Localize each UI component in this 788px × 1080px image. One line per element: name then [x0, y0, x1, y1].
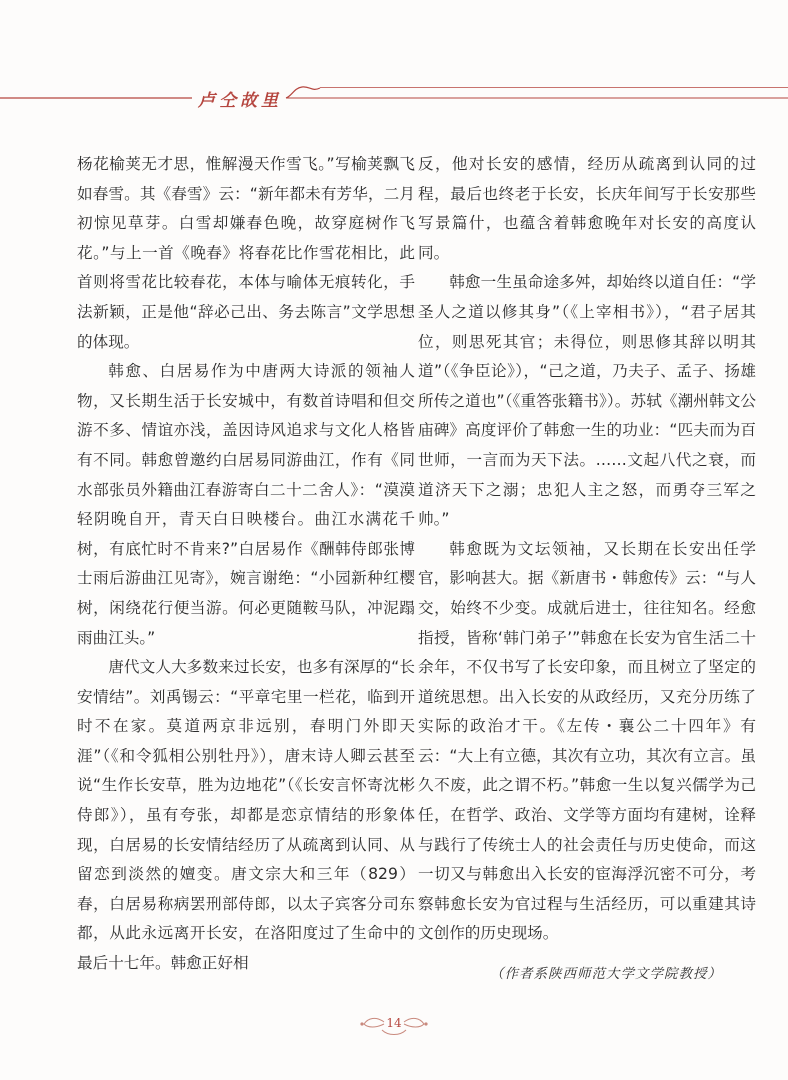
left-paragraph-3: 唐代文人大多数来过长安，也多有深厚的“长安情结”。刘禹锡云：“平章宅里一栏花，临到开时不在家。莫道两京非远别，春明门外即天涯”（《和令狐相公别牡丹》），唐末诗人卿云甚至说“生作长安草，胜为边地花”（《长安言怀寄沈彬侍郎》），虽有夸张，却都是恋京情结的形象体现，白居易的长安情结经历了从疏离到认同、从留恋到淡然的嬗变。唐文宗大和三年（829）春，白居易称病罢刑部侍郎，以太子宾客分司东都，从此永远离开长安，在洛阳度过了生命中的最后十七年。韩愈正好相: [77, 658, 415, 973]
author-note: （作者系陕西师范大学文学院教授）: [490, 966, 722, 982]
left-column: [77, 150, 415, 979]
right-paragraph-2: 韩愈一生虽命途多舛，却始终以道自任：“学圣人之道以修其身”（《上宰相书》），“君子居其位，则思死其官；未得位，则思修其辞以明其道”（《争臣论》），“己之道，乃夫子、孟子、扬雄所传之道也”（《重答张籍书》）。苏轼《潮州韩文公庙碑》高度评价了韩愈一生的功业：“匹夫而为百世师，一言而为天下法。……文起八代之衰，而道济天下之溺；忠犯人主之怒，而勇夺三军之帅。”: [418, 273, 756, 529]
right-paragraph-1: 反，他对长安的感情，经历从疏离到认同的过程，最后也终老于长安，长庆年间写于长安那些写景篇什，也蕴含着韩愈晚年对长安的高度认同。: [418, 155, 756, 262]
right-paragraph-3: 韩愈既为文坛领袖，又长期在长安出任学官，影响甚大。据《新唐书・韩愈传》云：“与人交，始终不少变。成就后进士，往往知名。经愈指授，皆称‘韩门弟子’”韩愈在长安为官生活二十余年，不仅书写了长安印象，而且树立了坚定的道统思想。出入长安的从政经历，又充分历练了实际的政治才干。《左传・襄公二十四年》有云：“大上有立德，其次有立功，其次有立言。虽久不废，此之谓不朽。”韩愈一生以复兴儒学为己任，在哲学、政治、文学等方面均有建树，诠释与践行了传统士人的社会责任与历史使命，而这一切又与韩愈出入长安的宦海浮沉密不可分，考察韩愈长安为官过程与生活经历，可以重建其诗文创作的历史现场。: [418, 539, 756, 943]
page-header: [0, 0, 788, 120]
left-paragraph-2: 韩愈、白居易作为中唐两大诗派的领袖人物，又长期生活于长安城中，有数首诗唱和但交游不多、情谊亦浅，盖因诗风追求与文化人格皆有不同。韩愈曾邀约白居易同游曲江，作有《同水部张员外籍曲江春游寄白二十二舍人》：“漠漠轻阴晚自开，青天白日映楼台。曲江水满花千树，有底忙时不肯来?”白居易作《酬韩侍郎张博士雨后游曲江见寄》，婉言谢绝：“小园新种红樱树，闲绕花行便当游。何必更随鞍马队，冲泥蹋雨曲江头。”: [77, 362, 415, 647]
right-column: [418, 150, 756, 949]
page-number: 14: [386, 1016, 402, 1030]
section-title: 卢仝故里: [198, 91, 282, 111]
left-paragraph-1: 杨花榆荚无才思，惟解漫天作雪飞。”写榆荚飘飞如春雪。其《春雪》云：“新年都未有芳华，二月初惊见草芽。白雪却嫌春色晚，故穿庭树作飞花。”与上一首《晚春》将春花比作雪花相比，此首则将雪花比较春花，本体与喻体无痕转化，手法新颖，正是他“辞必己出、务去陈言”文学思想的体现。: [77, 155, 415, 351]
header-ornament-lines: [0, 0, 788, 120]
page-folio: [354, 1008, 434, 1048]
